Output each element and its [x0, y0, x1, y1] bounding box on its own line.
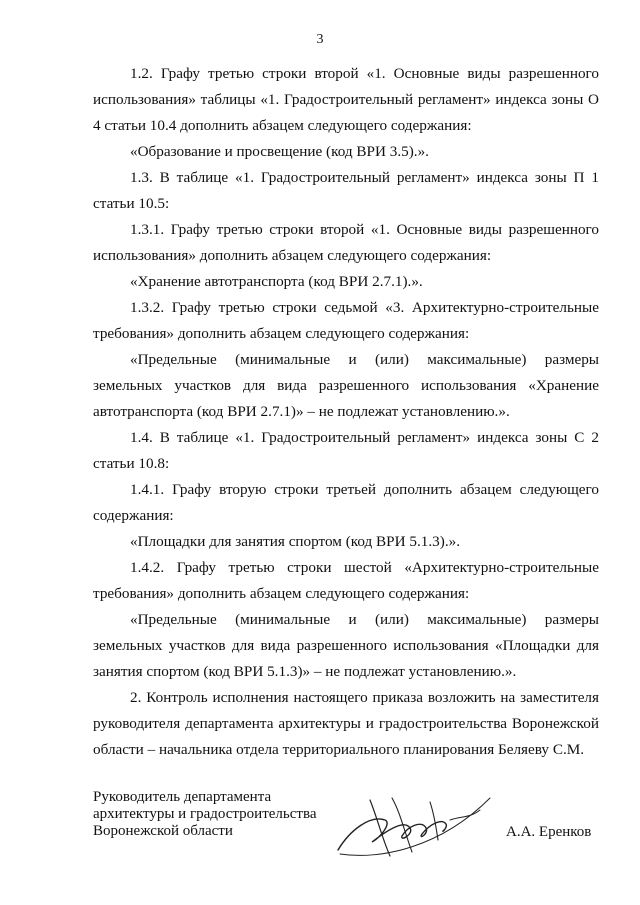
paragraph-1-4-1: 1.4.1. Графу вторую строки третьей дополнить абзацем следующего содержания:	[93, 481, 599, 524]
page-number: 3	[316, 32, 324, 47]
signatory-title-line-3: Воронежской области	[93, 823, 233, 839]
paragraph-1-4-2: 1.4.2. Графу третью строки шестой «Архитектурно-строительные требования» дополнить абзацем следующего содержания:	[93, 559, 599, 602]
paragraph-1-3-2: 1.3.2. Графу третью строки седьмой «3. Архитектурно-строительные требования» дополнить абзацем следующего содержания:	[93, 299, 599, 342]
paragraph-1-4-1-content: «Площадки для занятия спортом (код ВРИ 5.1.3).».	[130, 533, 461, 550]
paragraph-1-3-1-content: «Хранение автотранспорта (код ВРИ 2.7.1).».	[130, 273, 423, 290]
signatory-title-line-2: архитектуры и градостроительства	[93, 806, 317, 822]
paragraph-1-2-content: «Образование и просвещение (код ВРИ 3.5).».	[130, 143, 429, 160]
paragraph-1-4-2-content: «Предельные (минимальные и (или) максимальные) размеры земельных участков для вида разрешенного использования «Площадки для занятия спортом (код ВРИ 5.1.3)» – не подлежат установлению.».	[93, 611, 599, 680]
paragraph-1-4: 1.4. В таблице «1. Градостроительный регламент» индекса зоны С 2 статьи 10.8:	[93, 429, 599, 472]
paragraph-1-3: 1.3. В таблице «1. Градостроительный регламент» индекса зоны П 1 статьи 10.5:	[93, 169, 599, 212]
paragraph-1-3-2-content: «Предельные (минимальные и (или) максимальные) размеры земельных участков для вида разрешенного использования «Хранение автотранспорта (код ВРИ 2.7.1)» – не подлежат установлению.».	[93, 351, 599, 420]
handwritten-signature	[330, 790, 500, 865]
paragraph-2: 2. Контроль исполнения настоящего приказа возложить на заместителя руководителя департамента архитектуры и градостроительства Воронежской области – начальника отдела территориального планирования Беляеву С.М.	[93, 689, 599, 758]
signatory-title	[93, 789, 316, 840]
paragraph-1-3-1: 1.3.1. Графу третью строки второй «1. Основные виды разрешенного использования» дополнить абзацем следующего содержания:	[93, 221, 599, 264]
paragraph-1-2: 1.2. Графу третью строки второй «1. Основные виды разрешенного использования» таблицы «1. Градостроительный регламент» индекса зоны О 4 статьи 10.4 дополнить абзацем следующего содержания:	[93, 65, 599, 134]
signatory-name: А.А. Еренков	[506, 824, 592, 840]
signatory-title-line-1: Руководитель департамента	[93, 789, 272, 805]
